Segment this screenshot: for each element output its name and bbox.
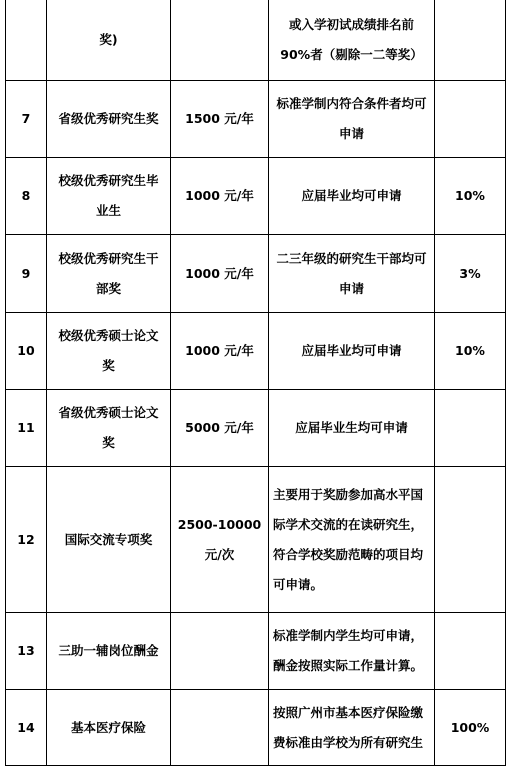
award-ratio	[435, 0, 506, 81]
award-ratio: 100%	[435, 690, 506, 766]
award-name-line: 省级优秀硕士论文	[58, 405, 159, 420]
award-amount	[171, 690, 269, 766]
award-condition	[269, 613, 435, 690]
award-amount-line: 1500 元/年	[185, 111, 254, 126]
award-ratio: 10%	[435, 158, 506, 235]
award-amount	[171, 235, 269, 313]
row-number	[6, 0, 47, 81]
award-condition-line: 费标准由学校为所有研究生	[273, 734, 424, 750]
award-condition-line: 主要用于奖励参加高水平国	[273, 486, 424, 502]
award-amount	[171, 81, 269, 158]
award-condition	[269, 467, 435, 613]
award-name-line: 业生	[95, 203, 121, 218]
row-number: 7	[6, 81, 47, 158]
award-condition	[269, 690, 435, 766]
award-name	[47, 613, 171, 690]
table-row	[6, 0, 506, 81]
award-amount-line: 2500-10000	[177, 516, 262, 532]
award-condition-line: 申请	[338, 280, 364, 296]
award-condition-line: 应届毕业均可申请	[301, 343, 402, 358]
award-condition-line: 酬金按照实际工作量计算。	[273, 658, 424, 673]
award-name-line: 三助一辅岗位酬金	[58, 643, 159, 658]
award-name	[47, 0, 171, 81]
award-condition-line: 按照广州市基本医疗保险缴	[273, 704, 424, 720]
award-condition-line: 际学术交流的在读研究生，	[273, 516, 424, 532]
table-row	[6, 390, 506, 467]
award-condition-line: 90%者（剔除一二等奖）	[280, 46, 423, 62]
award-ratio	[435, 81, 506, 158]
row-number: 10	[6, 313, 47, 390]
award-amount	[171, 313, 269, 390]
award-name-line: 校级优秀研究生干	[58, 250, 159, 266]
table-body	[6, 0, 506, 766]
award-condition-line: 或入学初试成绩排名前	[288, 16, 414, 32]
table-row	[6, 81, 506, 158]
award-name-line: 校级优秀研究生毕	[58, 173, 159, 188]
award-name-line: 部奖	[95, 280, 121, 296]
row-number: 8	[6, 158, 47, 235]
award-ratio: 10%	[435, 313, 506, 390]
award-condition-line: 标准学制内学生均可申请，	[273, 628, 424, 643]
award-name-line: 奖)	[99, 31, 118, 47]
table-row	[6, 467, 506, 613]
award-name-line: 国际交流专项奖	[64, 531, 153, 547]
award-amount-line: 1000 元/年	[185, 343, 254, 358]
table-row	[6, 235, 506, 313]
award-condition-line: 标准学制内符合条件者均可	[276, 96, 427, 111]
award-condition	[269, 81, 435, 158]
award-name-line: 省级优秀研究生奖	[58, 111, 159, 126]
award-condition-line: 申请	[338, 126, 364, 141]
award-amount-line: 1000 元/年	[185, 188, 254, 203]
award-name-line: 奖	[102, 435, 115, 450]
award-amount	[171, 613, 269, 690]
award-amount	[171, 158, 269, 235]
award-name-line: 基本医疗保险	[70, 719, 146, 735]
row-number: 14	[6, 690, 47, 766]
award-condition	[269, 313, 435, 390]
award-name	[47, 313, 171, 390]
scholarship-table	[5, 0, 506, 766]
award-condition	[269, 158, 435, 235]
award-condition	[269, 390, 435, 467]
award-amount	[171, 467, 269, 613]
award-amount-line: 1000 元/年	[185, 265, 254, 281]
award-amount	[171, 0, 269, 81]
award-name	[47, 235, 171, 313]
row-number: 9	[6, 235, 47, 313]
award-ratio	[435, 467, 506, 613]
award-condition-line: 二三年级的研究生干部均可	[276, 250, 427, 266]
award-condition-line: 应届毕业生均可申请	[295, 420, 408, 435]
award-condition-line: 可申请。	[273, 576, 324, 592]
table-row	[6, 313, 506, 390]
row-number: 13	[6, 613, 47, 690]
award-ratio: 3%	[435, 235, 506, 313]
award-condition-line: 符合学校奖励范畴的项目均	[273, 546, 424, 562]
table-row	[6, 690, 506, 766]
table-row	[6, 158, 506, 235]
award-condition	[269, 235, 435, 313]
award-amount-line: 5000 元/年	[185, 420, 254, 435]
row-number: 11	[6, 390, 47, 467]
row-number: 12	[6, 467, 47, 613]
award-name	[47, 690, 171, 766]
award-name	[47, 390, 171, 467]
award-condition	[269, 0, 435, 81]
award-name	[47, 158, 171, 235]
award-condition-line: 应届毕业均可申请	[301, 188, 402, 203]
award-ratio	[435, 613, 506, 690]
award-ratio	[435, 390, 506, 467]
award-name	[47, 81, 171, 158]
award-name-line: 奖	[102, 358, 115, 373]
award-amount-line: 元/次	[204, 546, 235, 562]
award-name	[47, 467, 171, 613]
award-amount	[171, 390, 269, 467]
table-row	[6, 613, 506, 690]
award-name-line: 校级优秀硕士论文	[58, 328, 159, 343]
